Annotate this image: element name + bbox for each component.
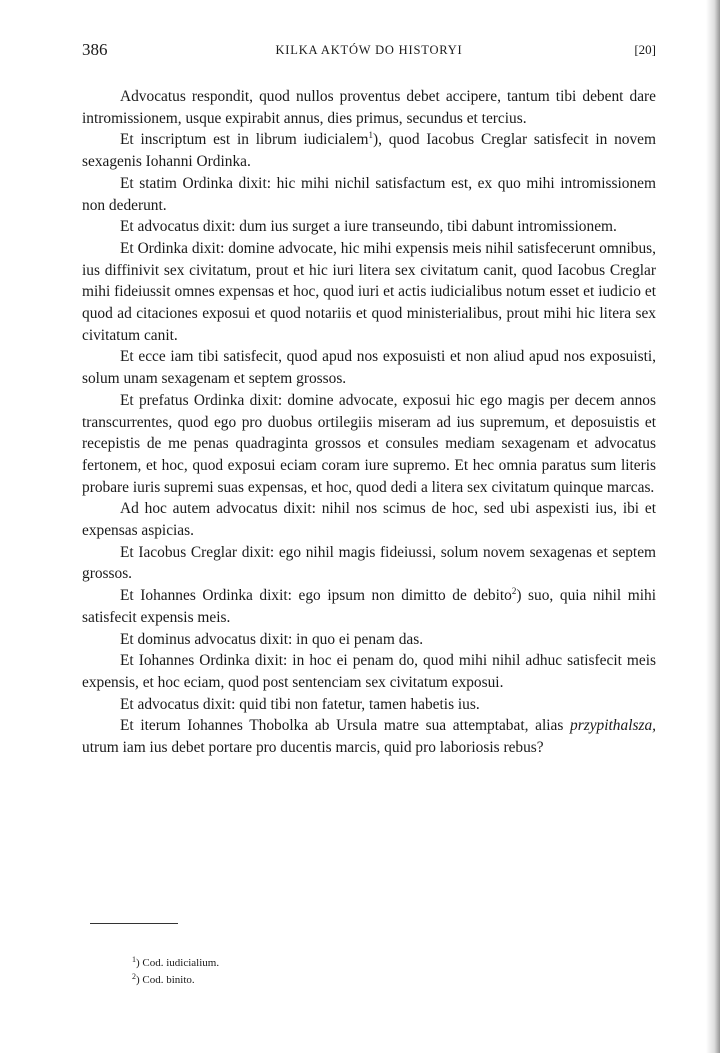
footnotes (132, 955, 532, 989)
footnote-ref: 1 (368, 130, 373, 141)
paragraph: Et statim Ordinka dixit: hic mihi nichil satisfactum est, ex quo mihi intromissionem non dederunt. (82, 174, 656, 214)
footnote: $^1$) Cod. iudicialium. (132, 955, 220, 969)
footnote: $^2$) Cod. binito. (132, 972, 195, 986)
italic-term: przypithalsza, (570, 717, 656, 735)
footnote-ref: 2 (511, 586, 517, 597)
paragraph: Et advocatus dixit: dum ius surget a iure transeundo, tibi dabunt intromissionem. (120, 218, 617, 236)
paragraph: Et Iohannes Ordinka dixit: in hoc ei penam do, quod mihi nihil adhuc satisfecit meis expensis, et hoc eciam, quod post sentenciam sex civitatum exposui. (82, 652, 656, 691)
running-header (82, 40, 656, 64)
main-text (82, 86, 656, 759)
section-number: [20] (634, 42, 656, 57)
paragraph: Advocatus respondit, quod nullos proventus debet accipere, tantum tibi debent dare intromissionem, usque expirabit annus, dies primus, secundus et tercius. (82, 88, 656, 127)
page-edge-shadow (706, 0, 720, 1053)
paragraph: Ad hoc autem advocatus dixit: nihil nos scimus de hoc, sed ubi aspexisti ius, ibi et expensas aspicias. (82, 500, 656, 540)
paragraph: Et prefatus Ordinka dixit: domine advocate, exposui hic ego magis per decem annos transcurrentes, quod ego pro duobus ortilegiis miseram ad ius supremum, et deposuistis et recepistis de me penas quadraginta grossos et consules mediam sexagenam et advocatus fertonem, et hoc, quod exposui eciam coram iure supremo. Et hec omnia paratus sum literis probare iuris supremi suas expensas, et hoc, quod dedi a litera sex civitatum quinque marcas. (82, 391, 656, 496)
paragraph: Et dominus advocatus dixit: in quo ei penam das. (120, 630, 424, 648)
footnote-divider (90, 923, 178, 924)
paragraph: Et iterum Iohannes Thobolka ab Ursula matre sua attemptabat, alias przypithalsza, utrum iam ius debet portare pro ducentis marcis, quid pro laboriosis rebus? (82, 717, 656, 757)
paragraph: Et Iohannes Ordinka dixit: ego ipsum non dimitto de debito$^2$) suo, quia nihil mihi satisfecit expensis meis. (82, 586, 656, 626)
paragraph: Et Ordinka dixit: domine advocate, hic mihi expensis meis nihil satisfecerunt omnibus, ius diffinivit sex civitatum, prout et hic iuri litera sex civitatum canit, quod Iacobus Creglar mihi fideiussit omnes expensas et hoc, quod iuri et actis iudicialibus notum esset et iudicio et quod ad citaciones exposui et quod notariis et quod ministerialibus, prout mihi hic litera sex civitatum canit. (82, 239, 656, 344)
paragraph: Et Iacobus Creglar dixit: ego nihil magis fideiussi, solum novem sexagenas et septem grossos. (82, 543, 656, 583)
paragraph: Et ecce iam tibi satisfecit, quod apud nos exposuisti et non aliud apud nos exposuisti, solum unam sexagenam et septem grossos. (82, 348, 656, 388)
paragraph: Et advocatus dixit: quid tibi non fatetur, tamen habetis ius. (120, 695, 480, 713)
running-title: KILKA AKTÓW DO HISTORYI (275, 43, 463, 57)
page-number: 386 (82, 40, 108, 59)
paragraph: Et inscriptum est in librum iudicialem$^1$), quod Iacobus Creglar satisfecit in novem sexagenis Iohanni Ordinka. (82, 130, 656, 171)
